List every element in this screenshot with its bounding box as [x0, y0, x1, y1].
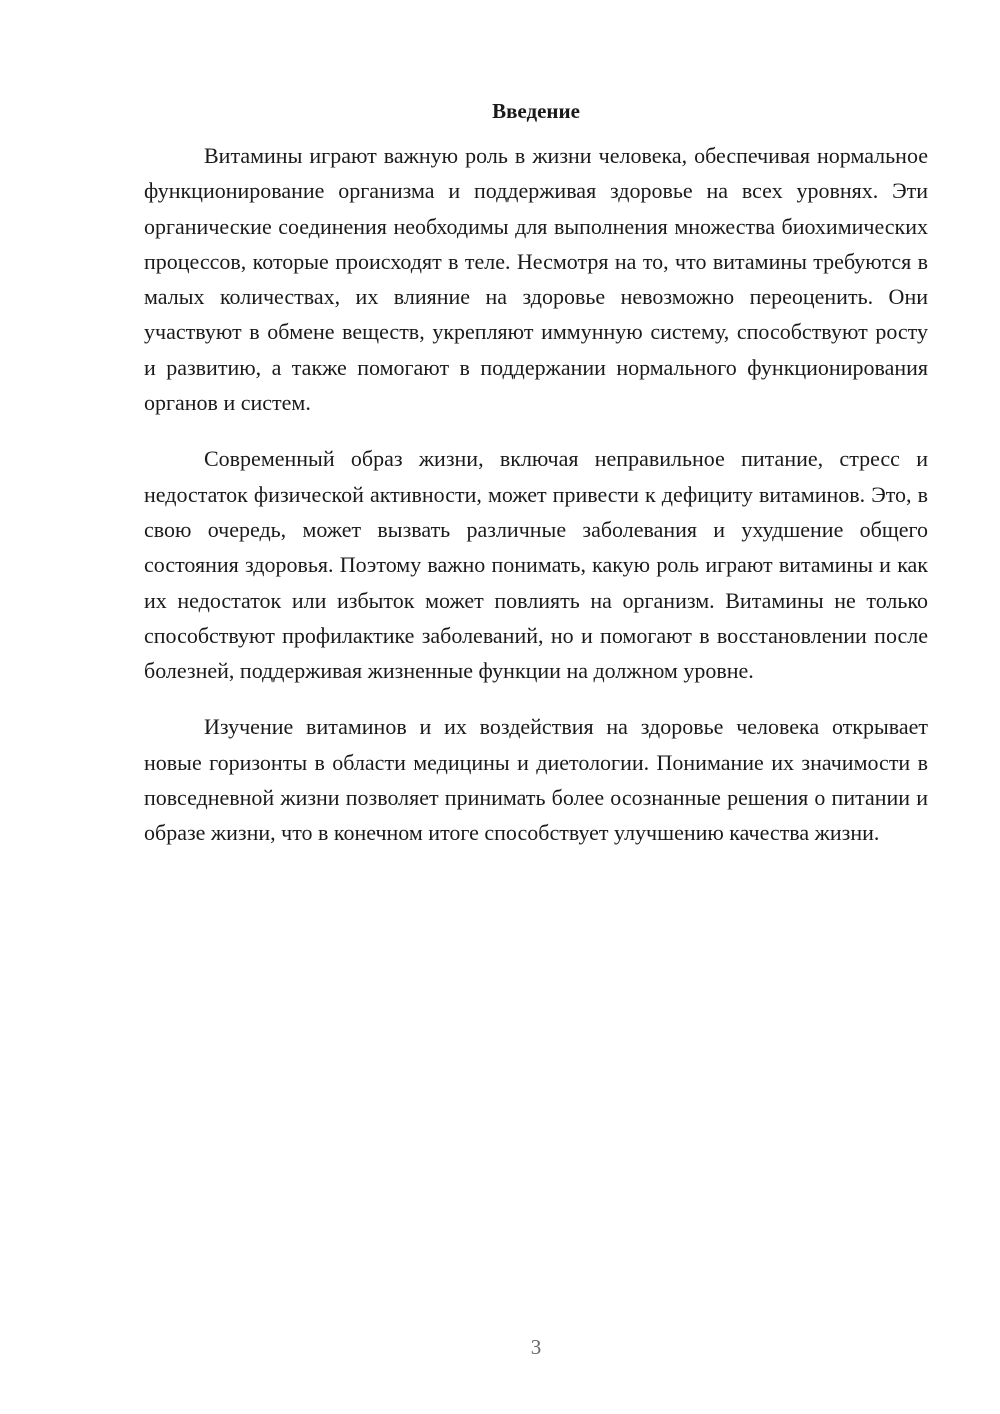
paragraph-1: Витамины играют важную роль в жизни человека, обеспечивая нормальное функционирование организма и поддерживая здоровье на всех уровнях. Эти органические соединения необходимы для выполнения множества биохимических процессов, которые происходят в теле. Несмотря на то, что витамины требуются в малых количествах, их влияние на здоровье невозможно переоценить. Они участвуют в обмене веществ, укрепляют иммунную систему, способствуют росту и развитию, а также помогают в поддержании нормального функционирования органов и систем. [144, 143, 928, 416]
page-content [144, 96, 928, 872]
page-number: 3 [530, 1335, 542, 1359]
paragraph-2: Современный образ жизни, включая неправильное питание, стресс и недостаток физической активности, может привести к дефициту витаминов. Это, в свою очередь, может вызвать различные заболевания и ухудшение общего состояния здоровья. Поэтому важно понимать, какую роль играют витамины и как их недостаток или избыток может повлиять на организм. Витамины не только способствуют профилактике заболеваний, но и помогают в восстановлении после болезней, поддерживая жизненные функции на должном уровне. [144, 446, 928, 684]
section-heading: Введение [492, 99, 580, 123]
paragraph-3: Изучение витаминов и их воздействия на здоровье человека открывает новые горизонты в области медицины и диетологии. Понимание их значимости в повседневной жизни позволяет принимать более осознанные решения о питании и образе жизни, что в конечном итоге способствует улучшению качества жизни. [144, 714, 928, 846]
